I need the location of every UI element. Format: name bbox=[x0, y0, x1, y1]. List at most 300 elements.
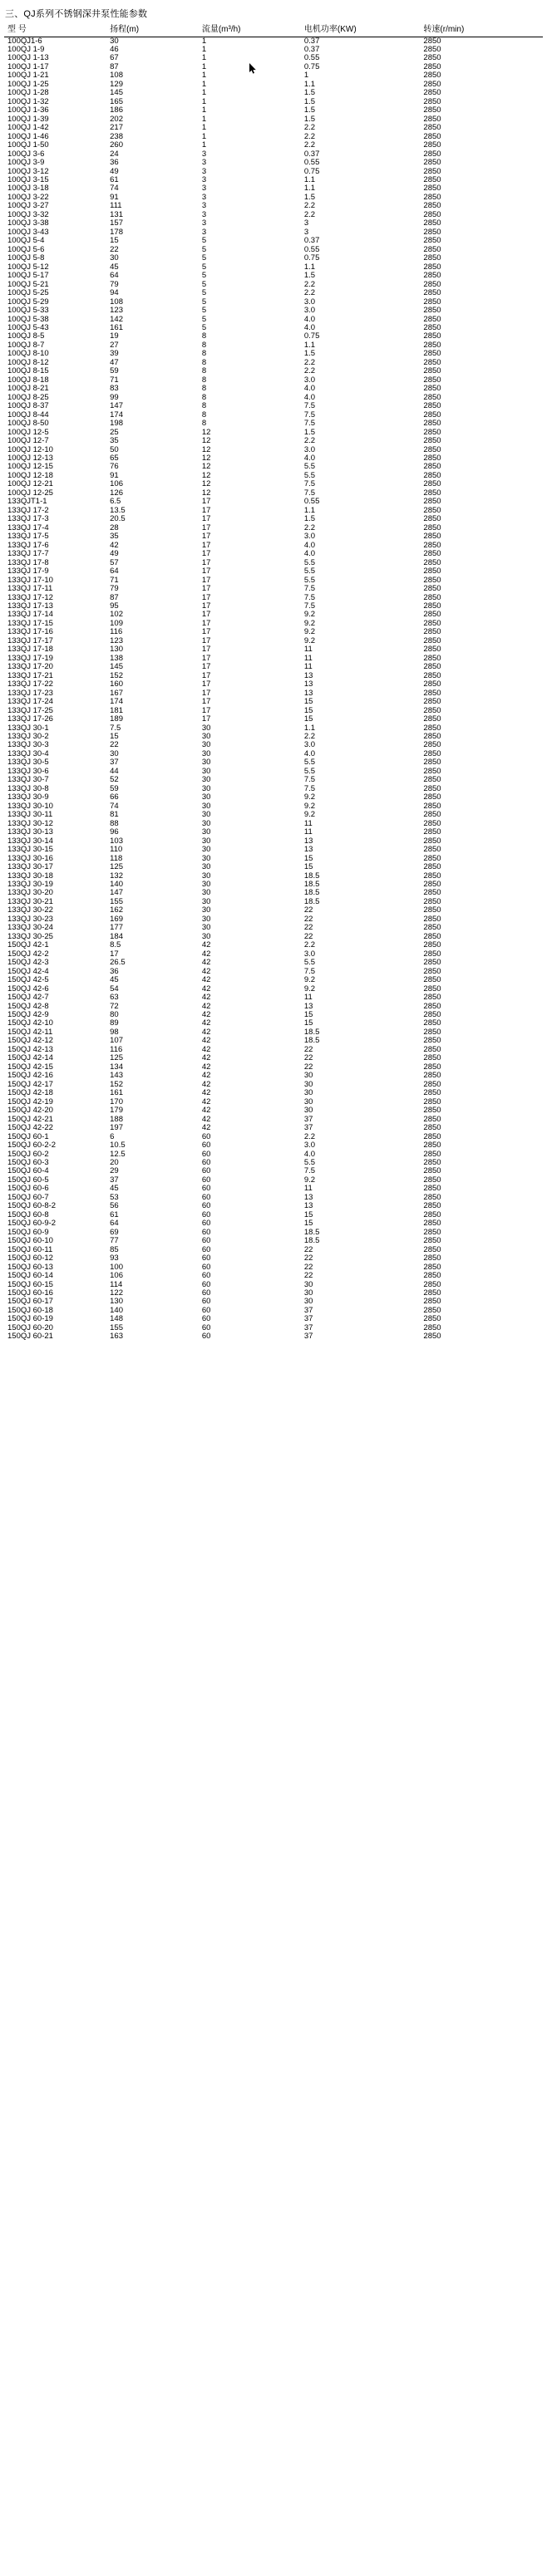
table-row bbox=[4, 98, 543, 106]
cell-speed: 2850 bbox=[423, 705, 441, 715]
cell-head: 10.5 bbox=[110, 1141, 126, 1151]
cell-model: 133QJ 17-7 bbox=[7, 549, 49, 559]
cell-speed: 2850 bbox=[423, 419, 441, 429]
cell-head: 197 bbox=[110, 1123, 123, 1133]
cell-power: 22 bbox=[303, 1271, 313, 1281]
table-row bbox=[4, 219, 543, 228]
cell-model: 100QJ 1-42 bbox=[7, 123, 49, 133]
cell-speed: 2850 bbox=[423, 792, 441, 802]
cell-model: 133QJ 17-16 bbox=[7, 627, 53, 637]
table-row bbox=[4, 272, 543, 280]
cell-power: 7.5 bbox=[303, 783, 316, 793]
cell-flow: 30 bbox=[201, 818, 211, 828]
table-header bbox=[4, 25, 543, 37]
table-row bbox=[4, 672, 543, 680]
cell-head: 96 bbox=[110, 827, 119, 837]
cell-power: 9.2 bbox=[303, 610, 316, 620]
cell-speed: 2850 bbox=[423, 314, 441, 324]
cell-flow: 5 bbox=[201, 288, 207, 298]
cell-model: 100QJ 3-6 bbox=[7, 149, 45, 159]
cell-model: 150QJ 60-9-2 bbox=[7, 1219, 57, 1229]
cell-power: 22 bbox=[303, 914, 313, 924]
cell-model: 133QJ 17-20 bbox=[7, 662, 53, 672]
cell-power: 0.37 bbox=[303, 149, 320, 159]
cell-speed: 2850 bbox=[423, 1262, 441, 1272]
cell-speed: 2850 bbox=[423, 940, 441, 950]
cell-power: 11 bbox=[303, 827, 313, 837]
cell-head: 161 bbox=[110, 322, 123, 332]
cell-speed: 2850 bbox=[423, 1227, 441, 1237]
cell-model: 100QJ 3-27 bbox=[7, 201, 49, 211]
cell-flow: 42 bbox=[201, 1036, 211, 1046]
cell-flow: 60 bbox=[201, 1279, 211, 1289]
cell-flow: 17 bbox=[201, 514, 211, 524]
cell-flow: 60 bbox=[201, 1236, 211, 1246]
cell-head: 39 bbox=[110, 349, 119, 359]
cell-power: 2.2 bbox=[303, 732, 316, 741]
cell-model: 100QJ 1-13 bbox=[7, 53, 49, 63]
cell-model: 150QJ 42-15 bbox=[7, 1062, 53, 1072]
cell-model: 133QJ 17-2 bbox=[7, 505, 49, 515]
cell-head: 107 bbox=[110, 1036, 123, 1046]
cell-head: 64 bbox=[110, 567, 119, 577]
cell-power: 22 bbox=[303, 1244, 313, 1254]
cell-head: 148 bbox=[110, 1314, 123, 1324]
cell-model: 100QJ 5-43 bbox=[7, 322, 49, 332]
cell-speed: 2850 bbox=[423, 410, 441, 420]
cell-power: 22 bbox=[303, 1044, 313, 1054]
cell-speed: 2850 bbox=[423, 1288, 441, 1298]
cell-power: 2.2 bbox=[303, 279, 316, 289]
cell-flow: 17 bbox=[201, 610, 211, 620]
cell-speed: 2850 bbox=[423, 401, 441, 411]
cell-head: 50 bbox=[110, 444, 119, 454]
cell-power: 0.75 bbox=[303, 331, 320, 341]
cell-power: 1.5 bbox=[303, 514, 316, 524]
cell-model: 150QJ 60-14 bbox=[7, 1271, 53, 1281]
table-row bbox=[4, 663, 543, 671]
cell-flow: 12 bbox=[201, 454, 211, 463]
cell-model: 100QJ 1-39 bbox=[7, 114, 49, 124]
cell-head: 99 bbox=[110, 392, 119, 402]
cell-head: 174 bbox=[110, 410, 123, 420]
cell-flow: 5 bbox=[201, 314, 207, 324]
cell-head: 26.5 bbox=[110, 958, 126, 968]
cell-power: 1 bbox=[303, 71, 309, 81]
cell-speed: 2850 bbox=[423, 331, 441, 341]
cell-model: 100QJ 3-43 bbox=[7, 227, 49, 237]
cell-power: 15 bbox=[303, 1018, 313, 1028]
cell-head: 27 bbox=[110, 340, 119, 350]
cell-speed: 2850 bbox=[423, 79, 441, 89]
cell-speed: 2850 bbox=[423, 1036, 441, 1046]
cell-power: 22 bbox=[303, 1062, 313, 1072]
cell-power: 0.75 bbox=[303, 166, 320, 176]
cell-speed: 2850 bbox=[423, 1305, 441, 1315]
cell-speed: 2850 bbox=[423, 958, 441, 968]
table-row bbox=[4, 89, 543, 97]
cell-power: 1.5 bbox=[303, 192, 316, 202]
cell-power: 5.5 bbox=[303, 462, 316, 472]
cell-speed: 2850 bbox=[423, 1279, 441, 1289]
cell-head: 132 bbox=[110, 871, 123, 881]
cell-power: 18.5 bbox=[303, 871, 320, 881]
cell-speed: 2850 bbox=[423, 1314, 441, 1324]
cell-power: 1.5 bbox=[303, 271, 316, 281]
cell-power: 22 bbox=[303, 1262, 313, 1272]
table-row bbox=[4, 802, 543, 811]
cell-head: 103 bbox=[110, 836, 123, 846]
table-row bbox=[4, 1106, 543, 1115]
cell-power: 18.5 bbox=[303, 896, 320, 906]
cell-model: 100QJ 12-10 bbox=[7, 444, 53, 454]
table-row bbox=[4, 202, 543, 210]
cell-flow: 3 bbox=[201, 158, 207, 168]
cell-head: 57 bbox=[110, 557, 119, 567]
cell-speed: 2850 bbox=[423, 1244, 441, 1254]
table-row bbox=[4, 480, 543, 488]
cell-flow: 1 bbox=[201, 105, 207, 115]
cell-power: 3.0 bbox=[303, 532, 316, 542]
cell-head: 67 bbox=[110, 53, 119, 63]
table-row bbox=[4, 837, 543, 846]
cell-head: 162 bbox=[110, 905, 123, 915]
cell-power: 4.0 bbox=[303, 322, 316, 332]
table-row bbox=[4, 898, 543, 906]
cell-power: 5.5 bbox=[303, 958, 316, 968]
table-row bbox=[4, 454, 543, 463]
cell-flow: 60 bbox=[201, 1157, 211, 1167]
cell-speed: 2850 bbox=[423, 818, 441, 828]
cell-power: 15 bbox=[303, 705, 313, 715]
cell-power: 1.1 bbox=[303, 505, 316, 515]
table-row bbox=[4, 1229, 543, 1237]
table-row bbox=[4, 1037, 543, 1045]
table-row bbox=[4, 820, 543, 828]
cell-speed: 2850 bbox=[423, 1044, 441, 1054]
cell-flow: 17 bbox=[201, 567, 211, 577]
cell-speed: 2850 bbox=[423, 697, 441, 707]
cell-head: 30 bbox=[110, 253, 119, 263]
cell-flow: 3 bbox=[201, 175, 207, 184]
cell-model: 133QJ 30-14 bbox=[7, 836, 53, 846]
cell-head: 61 bbox=[110, 1209, 119, 1219]
cell-head: 110 bbox=[110, 845, 123, 855]
cell-model: 100QJ 3-38 bbox=[7, 218, 49, 228]
cell-model: 100QJ 8-21 bbox=[7, 384, 49, 394]
cell-model: 100QJ 5-4 bbox=[7, 236, 45, 246]
cell-speed: 2850 bbox=[423, 1106, 441, 1116]
cell-head: 20.5 bbox=[110, 514, 126, 524]
cell-model: 100QJ 12-15 bbox=[7, 462, 53, 472]
cell-head: 36 bbox=[110, 966, 119, 976]
cell-speed: 2850 bbox=[423, 896, 441, 906]
table-row bbox=[4, 1254, 543, 1263]
cell-power: 5.5 bbox=[303, 557, 316, 567]
cell-head: 45 bbox=[110, 975, 119, 985]
cell-power: 5.5 bbox=[303, 567, 316, 577]
table-row bbox=[4, 106, 543, 115]
cell-power: 30 bbox=[303, 1079, 313, 1089]
table-row bbox=[4, 298, 543, 307]
table-row bbox=[4, 394, 543, 402]
cell-speed: 2850 bbox=[423, 114, 441, 124]
cell-speed: 2850 bbox=[423, 1297, 441, 1307]
cell-speed: 2850 bbox=[423, 192, 441, 202]
cell-speed: 2850 bbox=[423, 175, 441, 184]
cell-head: 65 bbox=[110, 454, 119, 463]
cell-head: 177 bbox=[110, 923, 123, 933]
table-header-row bbox=[4, 25, 543, 37]
table-row bbox=[4, 976, 543, 984]
table-row bbox=[4, 1307, 543, 1315]
table-row bbox=[4, 793, 543, 802]
cell-flow: 17 bbox=[201, 601, 211, 611]
table-row bbox=[4, 237, 543, 245]
cell-flow: 17 bbox=[201, 557, 211, 567]
cell-speed: 2850 bbox=[423, 454, 441, 463]
cell-speed: 2850 bbox=[423, 479, 441, 489]
table-row bbox=[4, 515, 543, 523]
table-row bbox=[4, 1185, 543, 1193]
cell-speed: 2850 bbox=[423, 914, 441, 924]
cell-speed: 2850 bbox=[423, 297, 441, 307]
cell-power: 7.5 bbox=[303, 419, 316, 429]
cell-model: 133QJ 30-22 bbox=[7, 905, 53, 915]
cell-head: 89 bbox=[110, 1018, 119, 1028]
cell-head: 77 bbox=[110, 1236, 119, 1246]
cell-head: 79 bbox=[110, 584, 119, 594]
cell-head: 24 bbox=[110, 149, 119, 159]
cell-flow: 17 bbox=[201, 697, 211, 707]
table-row bbox=[4, 316, 543, 324]
cell-flow: 60 bbox=[201, 1271, 211, 1281]
cell-model: 100QJ 1-21 bbox=[7, 71, 49, 81]
cell-power: 4.0 bbox=[303, 384, 316, 394]
cell-model: 150QJ 60-8-2 bbox=[7, 1201, 57, 1211]
cell-power: 2.2 bbox=[303, 940, 316, 950]
cell-flow: 12 bbox=[201, 488, 211, 498]
cell-speed: 2850 bbox=[423, 140, 441, 150]
table-row bbox=[4, 1176, 543, 1185]
table-row bbox=[4, 341, 543, 350]
cell-model: 150QJ 60-1 bbox=[7, 1131, 49, 1141]
cell-power: 1.1 bbox=[303, 184, 316, 194]
table-row bbox=[4, 620, 543, 628]
cell-speed: 2850 bbox=[423, 1332, 441, 1342]
cell-flow: 5 bbox=[201, 297, 207, 307]
cell-flow: 17 bbox=[201, 670, 211, 680]
cell-speed: 2850 bbox=[423, 523, 441, 532]
table-row bbox=[4, 359, 543, 367]
cell-power: 1.1 bbox=[303, 262, 316, 272]
cell-speed: 2850 bbox=[423, 879, 441, 889]
cell-flow: 30 bbox=[201, 923, 211, 933]
cell-flow: 60 bbox=[201, 1201, 211, 1211]
cell-head: 217 bbox=[110, 123, 123, 133]
cell-power: 1.5 bbox=[303, 105, 316, 115]
cell-power: 4.0 bbox=[303, 549, 316, 559]
cell-flow: 8 bbox=[201, 392, 207, 402]
cell-speed: 2850 bbox=[423, 322, 441, 332]
cell-speed: 2850 bbox=[423, 845, 441, 855]
cell-model: 133QJ 17-12 bbox=[7, 592, 53, 602]
cell-power: 18.5 bbox=[303, 1227, 320, 1237]
cell-model: 150QJ 60-5 bbox=[7, 1175, 49, 1185]
cell-model: 100QJ 8-37 bbox=[7, 401, 49, 411]
column-header-flow: 流量(m³/h) bbox=[202, 25, 304, 37]
cell-model: 150QJ 42-8 bbox=[7, 1001, 49, 1011]
cell-speed: 2850 bbox=[423, 384, 441, 394]
cell-flow: 17 bbox=[201, 627, 211, 637]
cell-model: 100QJ 5-17 bbox=[7, 271, 49, 281]
cell-model: 150QJ 42-11 bbox=[7, 1027, 53, 1037]
column-header-speed: 转速(r/min) bbox=[423, 25, 543, 37]
cell-head: 45 bbox=[110, 262, 119, 272]
cell-model: 133QJ 17-23 bbox=[7, 688, 53, 698]
cell-speed: 2850 bbox=[423, 931, 441, 941]
cell-flow: 30 bbox=[201, 879, 211, 889]
table-row bbox=[4, 715, 543, 724]
table-row bbox=[4, 1237, 543, 1245]
cell-speed: 2850 bbox=[423, 131, 441, 141]
cell-model: 133QJ 17-10 bbox=[7, 575, 53, 585]
cell-model: 100QJ 8-10 bbox=[7, 349, 49, 359]
cell-model: 150QJ 60-15 bbox=[7, 1279, 53, 1289]
cell-power: 37 bbox=[303, 1305, 313, 1315]
cell-speed: 2850 bbox=[423, 1131, 441, 1141]
cell-power: 4.0 bbox=[303, 314, 316, 324]
column-header-power: 电机功率(KW) bbox=[304, 25, 424, 37]
table-row bbox=[4, 489, 543, 498]
cell-model: 100QJ 5-8 bbox=[7, 253, 45, 263]
cell-power: 9.2 bbox=[303, 810, 316, 820]
cell-power: 7.5 bbox=[303, 1166, 316, 1176]
cell-head: 37 bbox=[110, 758, 119, 768]
cell-power: 2.2 bbox=[303, 523, 316, 532]
cell-power: 30 bbox=[303, 1097, 313, 1106]
table-row bbox=[4, 959, 543, 967]
cell-flow: 30 bbox=[201, 888, 211, 898]
cell-head: 44 bbox=[110, 766, 119, 776]
cell-model: 150QJ 60-16 bbox=[7, 1288, 53, 1298]
cell-power: 13 bbox=[303, 670, 313, 680]
cell-head: 106 bbox=[110, 1271, 123, 1281]
cell-power: 9.2 bbox=[303, 984, 316, 994]
cell-power: 37 bbox=[303, 1123, 313, 1133]
cell-head: 108 bbox=[110, 297, 123, 307]
cell-speed: 2850 bbox=[423, 262, 441, 272]
table-row bbox=[4, 463, 543, 471]
cell-head: 74 bbox=[110, 184, 119, 194]
cell-head: 69 bbox=[110, 1227, 119, 1237]
cell-head: 179 bbox=[110, 1106, 123, 1116]
cell-power: 15 bbox=[303, 1010, 313, 1019]
cell-power: 2.2 bbox=[303, 1131, 316, 1141]
cell-flow: 60 bbox=[201, 1209, 211, 1219]
table-row bbox=[4, 1159, 543, 1167]
cell-model: 100QJ1-6 bbox=[7, 36, 42, 46]
cell-speed: 2850 bbox=[423, 1123, 441, 1133]
cell-speed: 2850 bbox=[423, 549, 441, 559]
cell-head: 15 bbox=[110, 732, 119, 741]
table-row bbox=[4, 1003, 543, 1011]
cell-power: 3.0 bbox=[303, 949, 316, 959]
cell-head: 122 bbox=[110, 1288, 123, 1298]
cell-power: 7.5 bbox=[303, 479, 316, 489]
cell-head: 6.5 bbox=[110, 497, 121, 507]
cell-head: 157 bbox=[110, 218, 123, 228]
cell-flow: 17 bbox=[201, 618, 211, 628]
cell-model: 133QJ 30-12 bbox=[7, 818, 53, 828]
cell-model: 100QJ 1-17 bbox=[7, 61, 49, 71]
cell-power: 4.0 bbox=[303, 540, 316, 550]
table-row bbox=[4, 889, 543, 897]
cell-flow: 5 bbox=[201, 262, 207, 272]
table-row bbox=[4, 376, 543, 385]
cell-head: 184 bbox=[110, 931, 123, 941]
cell-power: 9.2 bbox=[303, 975, 316, 985]
table-row bbox=[4, 124, 543, 132]
cell-model: 100QJ 1-9 bbox=[7, 44, 45, 54]
table-row bbox=[4, 71, 543, 80]
cell-speed: 2850 bbox=[423, 218, 441, 228]
cell-head: 94 bbox=[110, 288, 119, 298]
cell-power: 30 bbox=[303, 1288, 313, 1298]
cell-power: 0.75 bbox=[303, 61, 320, 71]
cell-flow: 42 bbox=[201, 940, 211, 950]
cell-speed: 2850 bbox=[423, 1088, 441, 1098]
cell-head: 106 bbox=[110, 479, 123, 489]
cell-head: 152 bbox=[110, 1079, 123, 1089]
cell-head: 59 bbox=[110, 783, 119, 793]
cell-power: 22 bbox=[303, 1053, 313, 1063]
cell-model: 133QJ 17-13 bbox=[7, 601, 53, 611]
cell-model: 100QJ 8-50 bbox=[7, 419, 49, 429]
cell-flow: 30 bbox=[201, 836, 211, 846]
cell-head: 56 bbox=[110, 1201, 119, 1211]
cell-head: 64 bbox=[110, 1219, 119, 1229]
cell-power: 9.2 bbox=[303, 1175, 316, 1185]
cell-power: 18.5 bbox=[303, 1236, 320, 1246]
cell-model: 150QJ 60-20 bbox=[7, 1322, 53, 1332]
cell-head: 47 bbox=[110, 357, 119, 367]
cell-model: 133QJ 30-6 bbox=[7, 766, 49, 776]
cell-speed: 2850 bbox=[423, 836, 441, 846]
cell-flow: 17 bbox=[201, 635, 211, 645]
cell-flow: 3 bbox=[201, 192, 207, 202]
cell-speed: 2850 bbox=[423, 993, 441, 1003]
cell-power: 18.5 bbox=[303, 1036, 320, 1046]
table-row bbox=[4, 524, 543, 532]
table-row bbox=[4, 1046, 543, 1054]
cell-model: 100QJ 5-12 bbox=[7, 262, 49, 272]
cell-speed: 2850 bbox=[423, 635, 441, 645]
cell-model: 133QJ 30-5 bbox=[7, 758, 49, 768]
cell-speed: 2850 bbox=[423, 392, 441, 402]
table-row bbox=[4, 1246, 543, 1254]
cell-model: 100QJ 8-25 bbox=[7, 392, 49, 402]
table-row bbox=[4, 150, 543, 159]
cell-model: 133QJ 17-5 bbox=[7, 532, 49, 542]
column-header-model: 型 号 bbox=[4, 25, 110, 37]
cell-speed: 2850 bbox=[423, 1254, 441, 1263]
cell-flow: 30 bbox=[201, 740, 211, 750]
cell-flow: 30 bbox=[201, 914, 211, 924]
table-row bbox=[4, 446, 543, 454]
table-row bbox=[4, 768, 543, 776]
table-row bbox=[4, 855, 543, 863]
